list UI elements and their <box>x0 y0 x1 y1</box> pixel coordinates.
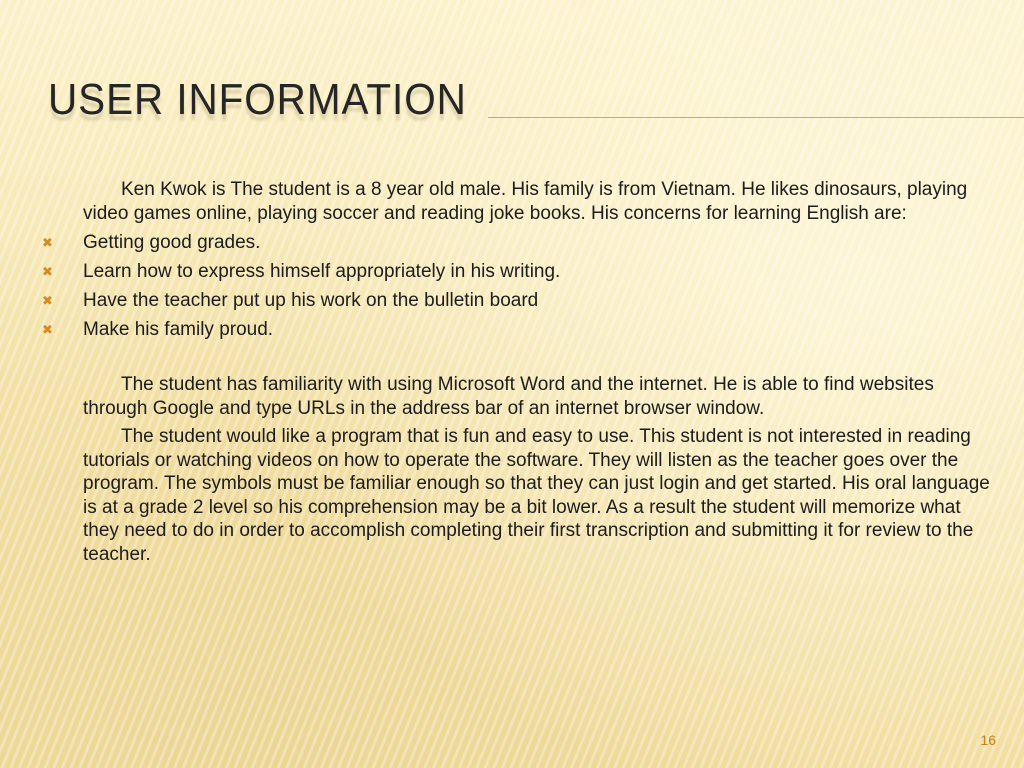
page-number: 16 <box>980 732 996 748</box>
list-item-text: Have the teacher put up his work on the bulletin board <box>83 290 539 311</box>
intro-paragraph: Ken Kwok is The student is a 8 year old male. His family is from Vietnam. He likes dinosaurs, playing video games online, playing soccer and reading joke books. His concerns for learning English are: <box>83 179 968 224</box>
slide-body <box>42 178 997 566</box>
x-bullet-icon: ✖ <box>42 264 53 279</box>
list-item-text: Learn how to express himself appropriately in his writing. <box>83 261 561 282</box>
x-bullet-icon: ✖ <box>42 322 53 337</box>
concerns-list <box>42 231 997 342</box>
slide-title: USER INFORMATION <box>48 75 467 124</box>
list-item <box>42 289 997 313</box>
list-item <box>42 260 997 284</box>
x-bullet-icon: ✖ <box>42 293 53 308</box>
list-item <box>42 231 997 255</box>
x-bullet-icon: ✖ <box>42 235 53 250</box>
list-item-text: Make his family proud. <box>83 319 274 340</box>
requirements-paragraph: The student would like a program that is fun and easy to use. This student is not interested in reading tutorials or watching videos on how to operate the software. They will listen as the teacher goes over the program. The symbols must be familiar enough so that they can just login and get started. His oral language is at a grade 2 level so his comprehension may be a bit lower. As a result the student will memorize what they need to do in order to accomplish completing their first transcription and submitting it for review to the teacher. <box>83 426 990 565</box>
spacer <box>42 347 997 373</box>
title-divider <box>488 117 1024 118</box>
list-item <box>42 318 997 342</box>
familiarity-paragraph: The student has familiarity with using Microsoft Word and the internet. He is able to find websites through Google and type URLs in the address bar of an internet browser window. <box>83 374 934 419</box>
list-item-text: Getting good grades. <box>83 232 261 253</box>
